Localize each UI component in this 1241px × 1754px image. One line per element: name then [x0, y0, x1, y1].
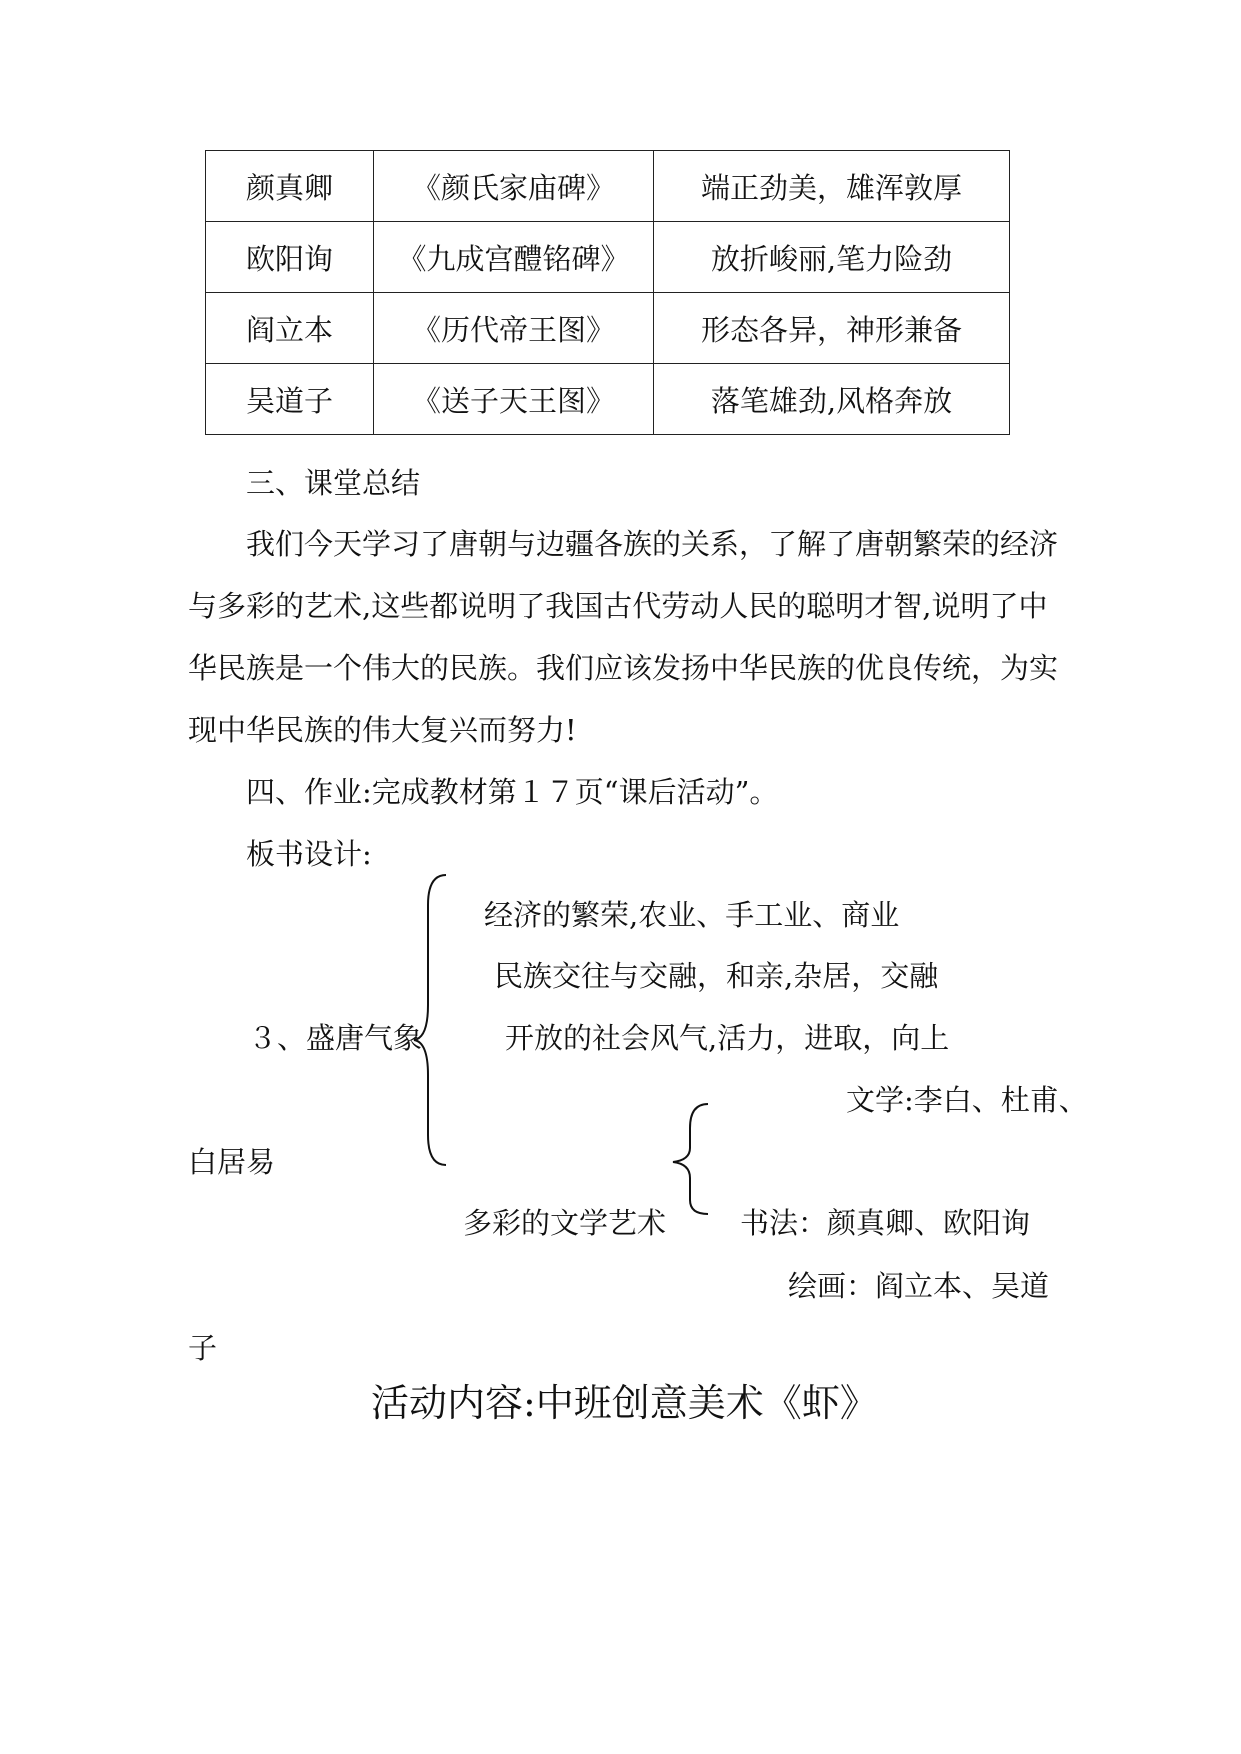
arts-calligraphy: 书法：颜真卿、欧阳询 — [740, 1206, 1031, 1240]
table-cell: 欧阳询 — [206, 222, 374, 293]
board-root: ３、盛唐气象 — [248, 1021, 423, 1055]
table-cell: 端正劲美，雄浑敦厚 — [654, 151, 1010, 222]
summary-heading: 三、课堂总结 — [246, 466, 421, 500]
table-cell: 颜真卿 — [206, 151, 374, 222]
table-cell: 阎立本 — [206, 293, 374, 364]
table-cell: 《送子天王图》 — [374, 364, 654, 435]
arts-literature-cont: 白居易 — [188, 1145, 276, 1179]
table-cell: 落笔雄劲,风格奔放 — [654, 364, 1010, 435]
table-cell: 《九成宫醴铭碑》 — [374, 222, 654, 293]
table-cell: 《颜氏家庙碑》 — [374, 151, 654, 222]
summary-line: 华民族是一个伟大的民族。我们应该发扬中华民族的优良传统，为实 — [188, 651, 1059, 685]
board-item: 开放的社会风气,活力，进取，向上 — [505, 1021, 950, 1055]
summary-line: 现中华民族的伟大复兴而努力! — [188, 713, 577, 747]
board-item: 经济的繁荣,农业、手工业、商业 — [484, 898, 900, 932]
arts-literature: 文学:李白、杜甫、 — [846, 1083, 1088, 1117]
arts-brace — [673, 1104, 708, 1214]
table-cell: 《历代帝王图》 — [374, 293, 654, 364]
homework-text: 四、作业:完成教材第１７页“课后活动”。 — [246, 775, 779, 809]
arts-label: 多彩的文学艺术 — [463, 1206, 667, 1240]
table-cell: 吴道子 — [206, 364, 374, 435]
activity-title: 活动内容:中班创意美术《虾》 — [371, 1381, 878, 1425]
table-cell: 放折峻丽,笔力险劲 — [654, 222, 1010, 293]
board-heading: 板书设计: — [246, 837, 372, 871]
summary-line: 与多彩的艺术,这些都说明了我国古代劳动人民的聪明才智,说明了中 — [188, 589, 1048, 623]
arts-painting: 绘画：阎立本、吴道 — [788, 1269, 1050, 1303]
arts-painting-cont: 子 — [188, 1331, 218, 1365]
summary-line: 我们今天学习了唐朝与边疆各族的关系，了解了唐朝繁荣的经济 — [246, 527, 1059, 561]
board-item: 民族交往与交融，和亲,杂居，交融 — [494, 959, 939, 993]
table-cell: 形态各异，神形兼备 — [654, 293, 1010, 364]
